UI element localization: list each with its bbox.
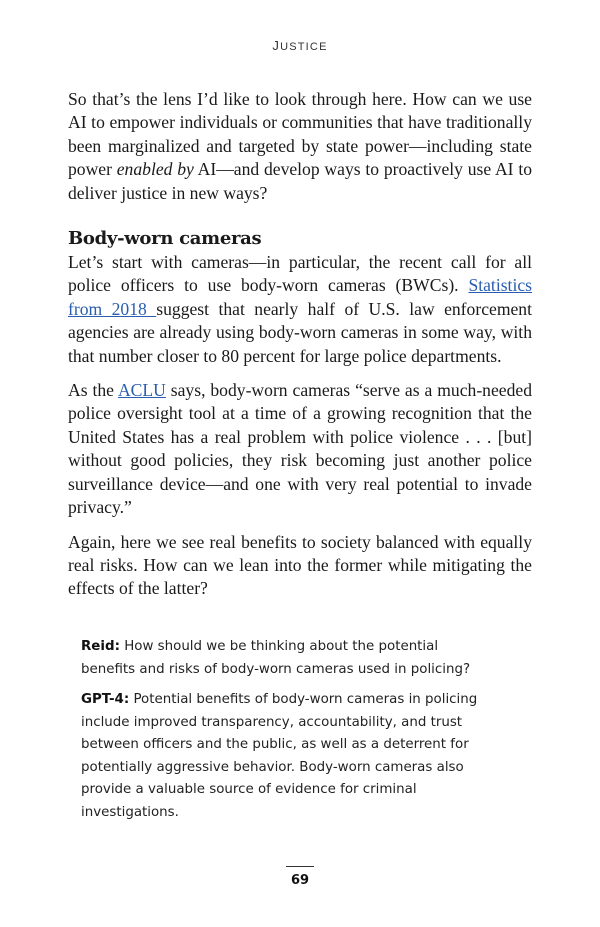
paragraph-1-text-2: suggest that nearly half of U.S. law enforcement agencies are already using body-worn cameras in some way, with that number closer to 80 percent for large police departments. [68, 298, 532, 366]
dialog-turn-gpt4 [81, 689, 481, 824]
aclu-link[interactable]: ACLU [117, 380, 166, 401]
paragraph-body-worn-cameras [68, 251, 532, 368]
paragraph-2-text-1: As the [68, 380, 118, 401]
paragraph-benefits-risks: Again, here we see real benefits to society balanced with equally real risks. How can we lean into the former while mitigating the effects of the latter? [68, 531, 532, 599]
paragraph-1-text-1: Let’s start with cameras—in particular, the recent call for all police officers to use body-worn cameras (BWCs). [68, 252, 532, 296]
body-text [68, 88, 532, 612]
paragraph-aclu [68, 379, 532, 519]
dialog-block [81, 636, 481, 832]
dialog-turn-reid [81, 636, 481, 681]
page-number: 69 [290, 873, 310, 888]
page-number-rule [286, 866, 314, 867]
intro-text-2: AI—and develop ways to proactively use AI to deliver justice in new ways? [68, 159, 532, 203]
section-heading: Body-worn cameras [68, 228, 262, 250]
statistics-link[interactable]: Statistics from 2018 [68, 275, 532, 319]
running-head: JUSTICE [272, 38, 328, 53]
intro-emphasis: enabled by [116, 159, 194, 180]
dialog-text: How should we be thinking about the potential benefits and risks of body-worn cameras used in policing? [81, 639, 471, 677]
speaker-label: Reid: [81, 639, 120, 654]
speaker-label: GPT-4: [81, 692, 130, 707]
intro-text-1: So that’s the lens I’d like to look through here. How can we use AI to empower individuals or communities that have traditionally been marginalized and targeted by state power—including state power [68, 89, 532, 180]
dialog-text: Potential benefits of body-worn cameras in policing include improved transparency, accountability, and trust between officers and the public, as well as a deterrent for potentially aggressive behavior. Body-worn cameras also provide a valuable source of evidence for criminal investigations. [81, 692, 478, 820]
paragraph-2-text-2: says, body-worn cameras “serve as a much-needed police oversight tool at a time of a growing recognition that the United States has a real problem with police violence . . . [but] without good policies, they risk becoming just another police surveillance device—and one with very real potential to invade privacy.” [68, 380, 533, 518]
intro-paragraph [68, 88, 532, 205]
